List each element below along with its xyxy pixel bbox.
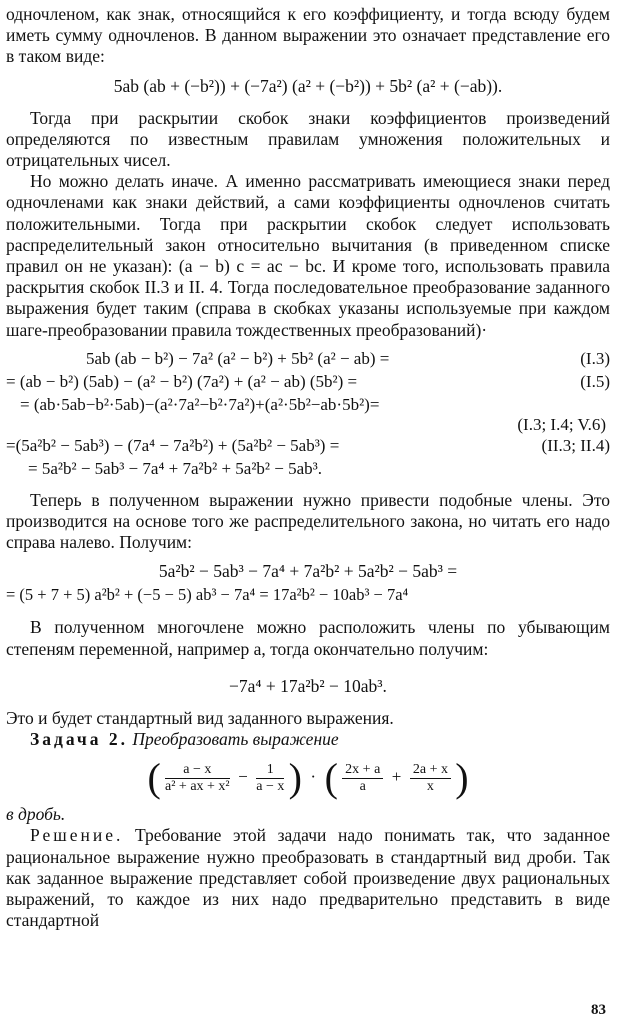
task-heading — [6, 729, 610, 750]
fraction-2-numerator: 1 — [256, 762, 284, 779]
fraction-2-denominator: a − x — [256, 778, 285, 794]
dot-sign: · — [306, 767, 321, 787]
task-label: Задача 2. — [30, 729, 129, 750]
fraction-4-numerator: 2a + x — [410, 762, 451, 779]
formula-1: 5ab (ab + (−b²)) + (−7a²) (a² + (−b²)) + 5b² (a² + (−ab)). — [113, 75, 503, 96]
paragraph-6: Это и будет стандартный вид заданного выражения. — [6, 707, 394, 728]
formula-2b: = (5 + 7 + 5) a²b² + (−5 − 5) ab³ − 7a⁴ = 17a²b² − 10ab³ − 7a⁴ — [6, 585, 409, 605]
fraction-3 — [342, 762, 383, 795]
task-text: Преобразовать выражение — [132, 729, 339, 750]
minus-sign: − — [233, 767, 252, 787]
fraction-2 — [256, 762, 284, 795]
paragraph-5: В полученном многочлене можно расположить члены по убывающим степеням переменной, например a, тогда окончательно получим: — [6, 617, 610, 659]
fraction-4-denominator: x — [426, 778, 434, 794]
fraction-1-numerator: a − x — [165, 762, 230, 779]
fraction-4 — [410, 762, 451, 795]
paragraph-2: Тогда при раскрытии скобок знаки коэффициентов произведений определяются по известным правилам умножения положительных и отрицательных чисел. — [6, 107, 610, 171]
into-fraction: в дробь. — [6, 804, 66, 825]
step-expression: = 5a²b² − 5ab³ − 7a⁴ + 7a²b² + 5a²b² − 5ab³. — [28, 458, 322, 478]
step-row — [6, 393, 610, 416]
step-row — [6, 457, 610, 480]
paren-left: ( — [147, 755, 161, 801]
paragraph-3: Но можно делать иначе. А именно рассматривать имеющиеся знаки перед одночленами как знаки действий, а сами коэффициенты одночленов считать положительными. Тогда при раскрытии скобок следует использовать распределительный закон относительно вычитания (в приведенном списке правил он не указан): (a − b) c = ac − bc. И кроме того, использовать правила раскрытия скобок II.3 и II. 4. Тогда последовательное преобразование заданного выражения будет таким (справа в скобках указаны используемые при каждом шаге-преобразовании правила тождественных преобразований)· — [6, 171, 610, 340]
page-number: 83 — [591, 1002, 606, 1018]
paragraph-4: Теперь в полученном выражении нужно привести подобные члены. Это производится на основе того же распределительного закона, но читать его надо справа налево. Получим: — [6, 489, 610, 553]
step-rule: (I.3; I.4; V.6) — [517, 414, 606, 434]
step-expression: = (ab − b²) (5ab) − (a² − b²) (7a²) + (a² − ab) (5b²) = — [6, 371, 358, 391]
step-expression: = (ab·5ab−b²·5ab)−(a²·7a²−b²·7a²)+(a²·5b²−ab·5b²)= — [20, 394, 380, 414]
formula-2a: 5a²b² − 5ab³ − 7a⁴ + 7a²b² + 5a²b² − 5ab³ = — [158, 561, 458, 582]
step-row — [6, 370, 610, 393]
paren-right: ) — [455, 755, 469, 801]
step-rule: (II.3; II.4) — [541, 435, 610, 455]
fraction-1 — [165, 762, 230, 795]
step-rule: (I.5) — [580, 371, 610, 391]
fraction-1-denominator: a² + ax + x² — [165, 778, 230, 794]
task-expression — [6, 755, 610, 801]
step-expression: 5ab (ab − b²) − 7a² (a² − b²) + 5b² (a² − ab) = — [86, 348, 390, 368]
paren-right: ) — [288, 755, 302, 801]
fraction-3-denominator: a — [359, 778, 366, 794]
solution-text: Требование этой задачи надо понимать так, что заданное рациональное выражение нужно преобразовать в стандартный вид дроби. Так как заданное выражение представляет собой произведение двух рациональных выражений, то каждое из них надо предварительно представить в виде стандартной — [6, 825, 611, 931]
step-expression: =(5a²b² − 5ab³) − (7a⁴ − 7a²b²) + (5a²b² − 5ab³) = — [6, 435, 340, 455]
formula-3: −7a⁴ + 17a²b² − 10ab³. — [229, 675, 387, 696]
paragraph-1: одночленом, как знак, относящийся к его коэффициенту, и тогда всюду будем иметь сумму одночленов. В данном выражении это означает представление его в таком виде: — [6, 4, 610, 67]
plus-sign: + — [387, 767, 406, 787]
transformation-steps — [6, 347, 610, 480]
solution-label: Решение. — [30, 825, 124, 846]
step-row — [6, 347, 610, 370]
step-rule: (I.3) — [580, 348, 610, 368]
solution-paragraph — [6, 825, 610, 931]
step-row — [6, 434, 610, 457]
paren-left: ( — [324, 755, 338, 801]
fraction-3-numerator: 2x + a — [342, 762, 383, 779]
